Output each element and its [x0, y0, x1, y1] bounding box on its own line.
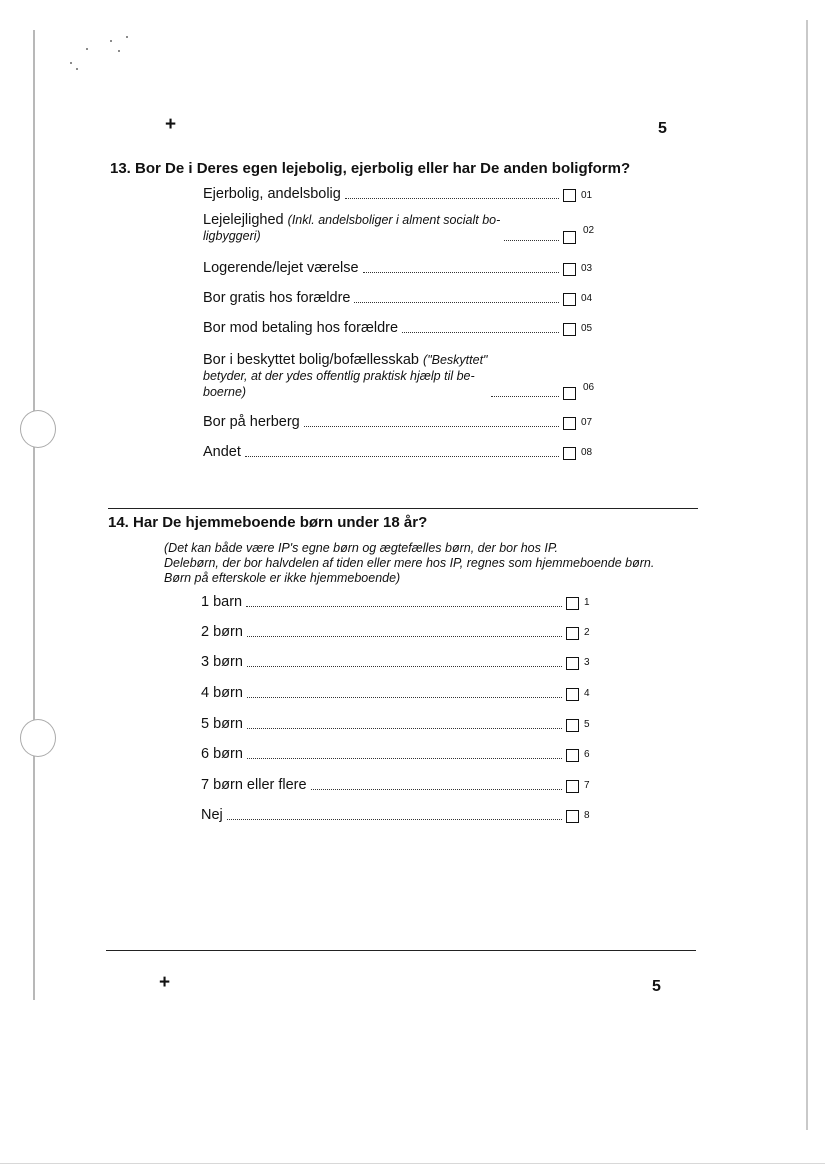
q14-option-1[interactable]: [201, 594, 579, 610]
scan-edge-right: [806, 20, 808, 1130]
q14-option-8[interactable]: [201, 807, 579, 823]
answer-code: 7: [584, 780, 590, 791]
option-label: 6 børn: [201, 746, 243, 762]
option-label: Bor på herberg: [203, 414, 300, 430]
checkbox[interactable]: [566, 810, 579, 823]
answer-code: 06: [583, 382, 595, 393]
dot-leader: [363, 272, 559, 273]
dot-leader: [345, 198, 559, 199]
checkbox[interactable]: [566, 627, 579, 640]
section-divider: [108, 508, 698, 509]
q13-option-04[interactable]: [203, 290, 576, 306]
dot-leader: [402, 332, 559, 333]
checkbox[interactable]: [566, 749, 579, 762]
q13-option-05[interactable]: [203, 320, 576, 336]
page-number-bottom: 5: [652, 978, 661, 995]
question-14-instruction: (Det kan både være IP's egne børn og ægtefælles børn, der bor hos IP.: [164, 541, 559, 555]
checkbox[interactable]: [566, 657, 579, 670]
option-label: Logerende/lejet værelse: [203, 260, 359, 276]
scan-speck: [76, 68, 78, 70]
q14-option-4[interactable]: [201, 685, 579, 701]
dot-leader: [247, 728, 562, 729]
question-14-instruction: Børn på efterskole er ikke hjemmeboende): [164, 571, 401, 585]
dot-leader: [247, 636, 562, 637]
dot-leader: [227, 819, 562, 820]
answer-code: 8: [584, 810, 590, 821]
option-note: (Inkl. andelsboliger i alment socialt bo-: [287, 213, 501, 227]
scan-edge-bottom: [0, 1163, 825, 1164]
dot-leader: [311, 789, 562, 790]
q13-option-06[interactable]: [203, 352, 576, 400]
checkbox[interactable]: [566, 719, 579, 732]
answer-code: 1: [584, 597, 590, 608]
page-number-top: 5: [658, 120, 667, 137]
scan-edge-left: [33, 30, 35, 1000]
footer-divider: [106, 950, 696, 951]
scan-speck: [118, 50, 120, 52]
checkbox[interactable]: [563, 417, 576, 430]
dot-leader: [245, 456, 559, 457]
q13-option-02[interactable]: [203, 212, 576, 244]
scan-speck: [126, 36, 128, 38]
answer-code: 5: [584, 719, 590, 730]
q14-option-2[interactable]: [201, 624, 579, 640]
option-label: Bor i beskyttet bolig/bofællesskab: [203, 352, 419, 368]
answer-code: 01: [581, 190, 593, 201]
dot-leader: [246, 606, 562, 607]
registration-mark-top: +: [165, 114, 177, 135]
checkbox[interactable]: [563, 231, 576, 244]
checkbox[interactable]: [566, 780, 579, 793]
checkbox[interactable]: [566, 688, 579, 701]
answer-code: 08: [581, 447, 593, 458]
dot-leader: [247, 697, 562, 698]
option-label: 3 børn: [201, 654, 243, 670]
option-label: 5 børn: [201, 716, 243, 732]
option-label: Nej: [201, 807, 223, 823]
dot-leader: [491, 396, 559, 397]
option-label: Bor mod betaling hos forældre: [203, 320, 399, 336]
question-13-title: 13. Bor De i Deres egen lejebolig, ejerbolig eller har De anden boligform?: [110, 160, 631, 177]
answer-code: 05: [581, 323, 593, 334]
punch-hole-lower: [20, 719, 56, 757]
checkbox[interactable]: [563, 323, 576, 336]
q13-option-08[interactable]: [203, 444, 576, 460]
q14-option-6[interactable]: [201, 746, 579, 762]
registration-mark-bottom: +: [159, 972, 171, 993]
option-label: 2 børn: [201, 624, 243, 640]
option-label: Bor gratis hos forældre: [203, 290, 351, 306]
answer-code: 3: [584, 657, 590, 668]
answer-code: 02: [583, 225, 595, 236]
answer-code: 07: [581, 417, 593, 428]
q14-option-5[interactable]: [201, 716, 579, 732]
dot-leader: [354, 302, 559, 303]
answer-code: 03: [581, 263, 593, 274]
option-note-cont: ligbyggeri): [203, 229, 261, 243]
checkbox[interactable]: [563, 293, 576, 306]
option-note-cont: boerne): [203, 385, 247, 399]
question-14-instruction: Delebørn, der bor halvdelen af tiden eller mere hos IP, regnes som hjemmeboende børn.: [164, 556, 655, 570]
option-label: 1 barn: [201, 594, 243, 610]
answer-code: 6: [584, 749, 590, 760]
scan-speck: [70, 62, 72, 64]
q13-option-03[interactable]: [203, 260, 576, 276]
q14-option-3[interactable]: [201, 654, 579, 670]
answer-code: 04: [581, 293, 593, 304]
dot-leader: [504, 240, 559, 241]
dot-leader: [247, 758, 562, 759]
scan-speck: [86, 48, 88, 50]
punch-hole-upper: [20, 410, 56, 448]
option-label: 7 børn eller flere: [201, 777, 307, 793]
checkbox[interactable]: [563, 263, 576, 276]
q13-option-07[interactable]: [203, 414, 576, 430]
option-label: Ejerbolig, andelsbolig: [203, 186, 341, 202]
checkbox[interactable]: [566, 597, 579, 610]
option-note-cont: betyder, at der ydes offentlig praktisk hjælp til be-: [203, 369, 475, 383]
answer-code: 4: [584, 688, 590, 699]
checkbox[interactable]: [563, 387, 576, 400]
dot-leader: [247, 666, 562, 667]
dot-leader: [304, 426, 559, 427]
checkbox[interactable]: [563, 189, 576, 202]
question-14-title: 14. Har De hjemmeboende børn under 18 år?: [108, 514, 428, 531]
option-label: Lejelejlighed: [203, 212, 284, 228]
checkbox[interactable]: [563, 447, 576, 460]
q14-option-7[interactable]: [201, 777, 579, 793]
scan-speck: [110, 40, 112, 42]
option-label: Andet: [203, 444, 241, 460]
q13-option-01[interactable]: [203, 186, 576, 202]
option-note: ("Beskyttet": [423, 353, 488, 367]
answer-code: 2: [584, 627, 590, 638]
option-label: 4 børn: [201, 685, 243, 701]
